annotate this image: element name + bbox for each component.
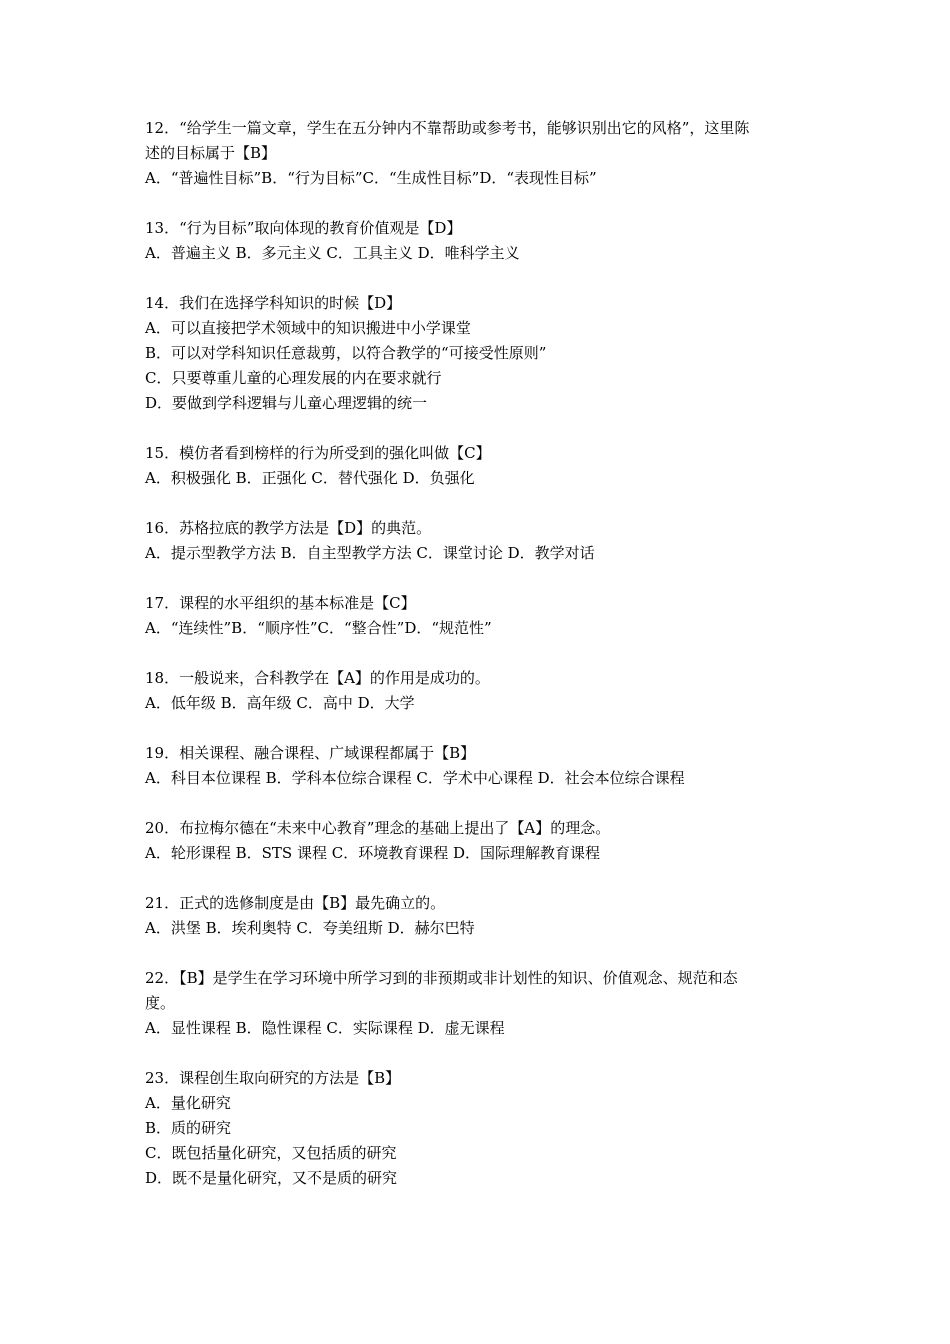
question-23 (145, 1066, 825, 1191)
answer-option: B．可以对学科知识任意裁剪，以符合教学的“可接受性原则” (145, 344, 547, 362)
answer-option: D．要做到学科逻辑与儿童心理逻辑的统一 (145, 394, 428, 412)
question-text: 度。 (145, 994, 176, 1012)
question-text: 13．“行为目标”取向体现的教育价值观是【D】 (145, 219, 462, 237)
question-17 (145, 591, 825, 641)
answer-options: A．科目本位课程 B．学科本位综合课程 C．学术中心课程 D．社会本位综合课程 (145, 769, 685, 787)
question-text: 21．正式的选修制度是由【B】最先确立的。 (145, 894, 446, 912)
question-14 (145, 291, 825, 416)
answer-options: A．显性课程 B．隐性课程 C．实际课程 D．虚无课程 (145, 1019, 505, 1037)
question-text: 14．我们在选择学科知识的时候【D】 (145, 294, 402, 312)
question-18 (145, 666, 825, 716)
question-13 (145, 216, 825, 266)
answer-option: B．质的研究 (145, 1119, 232, 1137)
question-text: 12．“给学生一篇文章，学生在五分钟内不靠帮助或参考书，能够识别出它的风格”，这里陈 (145, 119, 750, 137)
question-text: 22．【B】是学生在学习环境中所学习到的非预期或非计划性的知识、价值观念、规范和态 (145, 969, 738, 987)
answer-option: A．可以直接把学术领域中的知识搬进中小学课堂 (145, 319, 471, 337)
question-21 (145, 891, 825, 941)
question-text: 23．课程创生取向研究的方法是【B】 (145, 1069, 401, 1087)
answer-options: A．普遍主义 B．多元主义 C．工具主义 D．唯科学主义 (145, 244, 520, 262)
question-12 (145, 116, 825, 191)
question-text: 18．一般说来，合科教学在【A】的作用是成功的。 (145, 669, 490, 687)
question-text: 15．模仿者看到榜样的行为所受到的强化叫做【C】 (145, 444, 491, 462)
question-16 (145, 516, 825, 566)
answer-options: A．洪堡 B．埃利奥特 C．夸美纽斯 D．赫尔巴特 (145, 919, 475, 937)
question-text: 述的目标属于【B】 (145, 144, 277, 162)
question-text: 17．课程的水平组织的基本标准是【C】 (145, 594, 416, 612)
question-15 (145, 441, 825, 491)
question-text: 16．苏格拉底的教学方法是【D】的典范。 (145, 519, 432, 537)
answer-options: A．“连续性”B．“顺序性”C．“整合性”D．“规范性” (145, 619, 492, 637)
question-text: 20．布拉梅尔德在“未来中心教育”理念的基础上提出了【A】的理念。 (145, 819, 611, 837)
answer-option: A．量化研究 (145, 1094, 231, 1112)
question-20 (145, 816, 825, 866)
question-19 (145, 741, 825, 791)
answer-option: C．既包括量化研究，又包括质的研究 (145, 1144, 397, 1162)
answer-option: D．既不是量化研究，又不是质的研究 (145, 1169, 398, 1187)
answer-options: A．提示型教学方法 B．自主型教学方法 C．课堂讨论 D．教学对话 (145, 544, 595, 562)
question-text: 19．相关课程、融合课程、广域课程都属于【B】 (145, 744, 476, 762)
question-22 (145, 966, 825, 1041)
answer-options: A．低年级 B．高年级 C．高中 D．大学 (145, 694, 415, 712)
answer-option: C．只要尊重儿童的心理发展的内在要求就行 (145, 369, 442, 387)
answer-options: A．“普遍性目标”B．“行为目标”C．“生成性目标”D．“表现性目标” (145, 169, 597, 187)
document-page (145, 116, 825, 1216)
answer-options: A．积极强化 B．正强化 C．替代强化 D．负强化 (145, 469, 475, 487)
answer-options: A．轮形课程 B．STS 课程 C．环境教育课程 D．国际理解教育课程 (145, 844, 600, 862)
